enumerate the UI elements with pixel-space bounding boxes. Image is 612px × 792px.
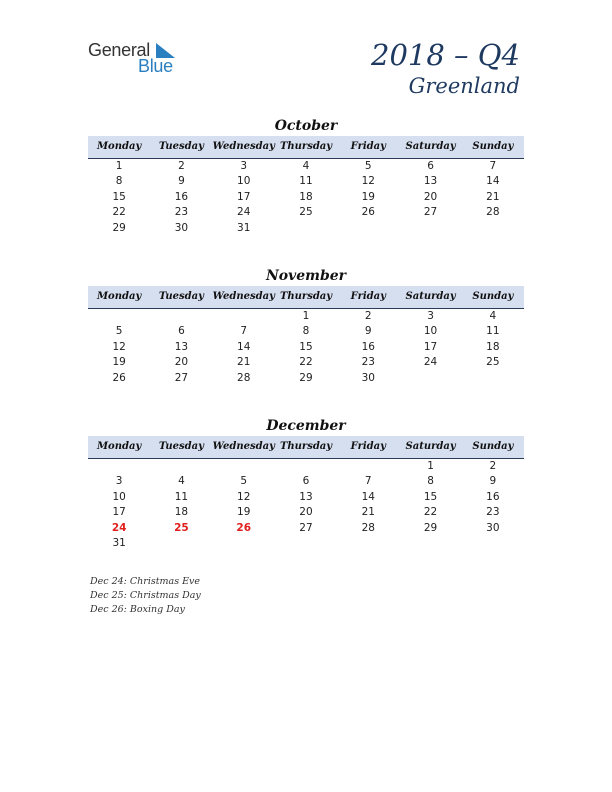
- holiday-day-cell: 25: [174, 521, 189, 534]
- day-cell: 5: [115, 325, 123, 338]
- day-cell: 3: [115, 475, 123, 488]
- day-cell: 18: [299, 190, 313, 203]
- day-cell: [275, 459, 337, 474]
- day-cell: 8: [302, 325, 310, 338]
- day-cell: [150, 309, 212, 324]
- page-subtitle: Greenland: [408, 74, 520, 98]
- day-cell: 8: [427, 475, 434, 488]
- day-cell: [150, 459, 212, 474]
- day-cell: 23: [361, 356, 375, 369]
- month-title: November: [265, 268, 347, 284]
- week-row: [88, 474, 524, 489]
- day-cell: 27: [423, 206, 438, 219]
- week-row: [88, 309, 524, 324]
- generalblue-logo: [88, 40, 198, 80]
- month-december: [88, 416, 524, 551]
- day-cell: 21: [486, 190, 500, 203]
- day-cell: 12: [237, 490, 251, 503]
- day-cell: 11: [174, 490, 189, 503]
- day-cell: 18: [486, 340, 500, 353]
- day-cell: 29: [299, 371, 313, 384]
- weekday-header-row: [88, 286, 524, 309]
- weekday-label: Tuesday: [158, 291, 204, 302]
- day-cell: [337, 536, 399, 551]
- day-cell: 19: [237, 506, 251, 519]
- weekday-label: Friday: [350, 291, 386, 302]
- month-grid: [88, 159, 524, 236]
- day-cell: 2: [178, 160, 185, 172]
- weekday-header-row: [88, 436, 524, 459]
- day-cell: [213, 309, 275, 324]
- day-cell: 9: [178, 175, 185, 188]
- week-row: [88, 324, 524, 339]
- day-cell: [275, 221, 337, 236]
- day-cell: 22: [112, 206, 126, 219]
- day-cell: 14: [486, 175, 500, 188]
- day-cell: 15: [423, 490, 438, 503]
- day-cell: [462, 221, 524, 236]
- day-cell: [399, 371, 461, 386]
- day-cell: 30: [174, 221, 189, 234]
- day-cell: 10: [112, 490, 126, 503]
- day-cell: [337, 459, 399, 474]
- day-cell: 9: [364, 325, 372, 338]
- holiday-note: Dec 25: Christmas Day: [90, 590, 201, 601]
- day-cell: 17: [112, 506, 126, 519]
- day-cell: 3: [240, 160, 248, 172]
- day-cell: 13: [174, 340, 189, 353]
- month-october: [88, 116, 524, 236]
- day-cell: 11: [299, 175, 313, 188]
- day-cell: 19: [112, 356, 126, 369]
- holiday-day-cell: 24: [111, 521, 127, 534]
- day-cell: [462, 371, 524, 386]
- day-cell: 16: [174, 190, 189, 203]
- month-grid: [88, 309, 524, 386]
- week-row: [88, 221, 524, 236]
- logo-text-general: General: [88, 40, 150, 60]
- holiday-note: Dec 26: Boxing Day: [90, 604, 185, 615]
- day-cell: 4: [302, 160, 310, 172]
- day-cell: 28: [361, 521, 375, 534]
- day-cell: [88, 309, 150, 324]
- day-cell: 12: [361, 175, 375, 188]
- week-row: [88, 340, 524, 355]
- day-cell: 15: [299, 340, 313, 353]
- weekday-label: Sunday: [472, 441, 514, 452]
- week-row: [88, 205, 524, 220]
- week-row: [88, 371, 524, 386]
- week-row: [88, 505, 524, 520]
- weekday-label: Wednesday: [212, 141, 275, 152]
- month-title: October: [274, 118, 338, 134]
- day-cell: 13: [423, 175, 438, 188]
- week-row: [88, 355, 524, 370]
- day-cell: 21: [237, 356, 251, 369]
- day-cell: [88, 459, 150, 474]
- holiday-note: Dec 24: Christmas Eve: [90, 576, 201, 587]
- weekday-label: Wednesday: [212, 291, 275, 302]
- holiday-day-cell: 26: [236, 521, 252, 534]
- month-november: [88, 266, 524, 386]
- weekday-label: Monday: [96, 141, 142, 152]
- day-cell: 31: [237, 221, 251, 234]
- weekday-label: Sunday: [472, 291, 514, 302]
- day-cell: 31: [112, 536, 126, 549]
- day-cell: 14: [237, 340, 251, 353]
- day-cell: [213, 536, 275, 551]
- day-cell: 27: [174, 371, 189, 384]
- weekday-label: Saturday: [405, 441, 456, 452]
- day-cell: 19: [361, 190, 375, 203]
- day-cell: 30: [361, 371, 375, 384]
- day-cell: 1: [115, 160, 123, 172]
- weekday-label: Tuesday: [158, 141, 204, 152]
- day-cell: 25: [486, 356, 500, 369]
- week-row: [88, 459, 524, 474]
- weekday-label: Saturday: [405, 141, 456, 152]
- day-cell: 1: [302, 310, 310, 322]
- day-cell: 9: [489, 475, 497, 488]
- day-cell: 29: [112, 221, 126, 234]
- month-grid: [88, 459, 524, 551]
- day-cell: 27: [299, 521, 313, 534]
- day-cell: 11: [486, 325, 500, 338]
- day-cell: 26: [361, 206, 375, 219]
- day-cell: 6: [178, 325, 185, 338]
- day-cell: 28: [237, 371, 251, 384]
- day-cell: [213, 459, 275, 474]
- weekday-label: Friday: [350, 441, 386, 452]
- weekday-label: Thursday: [279, 441, 333, 452]
- day-cell: 30: [486, 521, 500, 534]
- day-cell: 2: [364, 310, 372, 322]
- day-cell: 14: [361, 490, 375, 503]
- day-cell: 13: [299, 490, 313, 503]
- day-cell: 3: [427, 310, 434, 322]
- week-row: [88, 536, 524, 551]
- day-cell: 28: [486, 206, 500, 219]
- day-cell: 22: [423, 506, 438, 519]
- day-cell: [150, 536, 212, 551]
- week-row: [88, 521, 524, 536]
- day-cell: 10: [237, 175, 251, 188]
- day-cell: 5: [240, 475, 248, 488]
- day-cell: 24: [237, 206, 251, 219]
- day-cell: 20: [174, 356, 189, 369]
- day-cell: 16: [486, 490, 500, 503]
- day-cell: 23: [486, 506, 500, 519]
- week-row: [88, 190, 524, 205]
- day-cell: 7: [489, 160, 497, 172]
- day-cell: [275, 536, 337, 551]
- week-row: [88, 174, 524, 189]
- day-cell: 8: [115, 175, 123, 188]
- day-cell: [399, 221, 461, 236]
- day-cell: 22: [299, 356, 313, 369]
- day-cell: 17: [423, 340, 438, 353]
- day-cell: 18: [174, 506, 189, 519]
- day-cell: 16: [361, 340, 375, 353]
- weekday-label: Sunday: [472, 141, 514, 152]
- day-cell: 20: [299, 506, 313, 519]
- day-cell: 20: [423, 190, 438, 203]
- weekday-label: Monday: [96, 441, 142, 452]
- day-cell: 2: [489, 460, 497, 472]
- week-row: [88, 159, 524, 174]
- day-cell: [337, 221, 399, 236]
- day-cell: 6: [427, 160, 434, 172]
- day-cell: 25: [299, 206, 313, 219]
- weekday-label: Monday: [96, 291, 142, 302]
- day-cell: 4: [178, 475, 185, 488]
- day-cell: [399, 536, 461, 551]
- weekday-label: Thursday: [279, 291, 333, 302]
- day-cell: 21: [361, 506, 375, 519]
- day-cell: 10: [423, 325, 438, 338]
- day-cell: 15: [112, 190, 126, 203]
- day-cell: 7: [240, 325, 248, 338]
- day-cell: 26: [112, 371, 126, 384]
- day-cell: 7: [364, 475, 372, 488]
- weekday-label: Tuesday: [158, 441, 204, 452]
- day-cell: 1: [427, 460, 434, 472]
- weekday-label: Friday: [350, 141, 386, 152]
- weekday-label: Saturday: [405, 291, 456, 302]
- week-row: [88, 490, 524, 505]
- day-cell: 5: [364, 160, 372, 172]
- day-cell: 12: [112, 340, 126, 353]
- day-cell: 23: [174, 206, 189, 219]
- day-cell: [462, 536, 524, 551]
- day-cell: 6: [302, 475, 310, 488]
- weekday-header-row: [88, 136, 524, 159]
- weekday-label: Thursday: [279, 141, 333, 152]
- holiday-list: [90, 575, 201, 617]
- day-cell: 29: [423, 521, 438, 534]
- day-cell: 17: [237, 190, 251, 203]
- weekday-label: Wednesday: [212, 441, 275, 452]
- logo-text-blue: Blue: [138, 56, 173, 76]
- day-cell: 24: [423, 356, 438, 369]
- day-cell: 4: [489, 310, 497, 322]
- month-title: December: [266, 418, 346, 434]
- page-title: 2018 – Q4: [371, 38, 520, 72]
